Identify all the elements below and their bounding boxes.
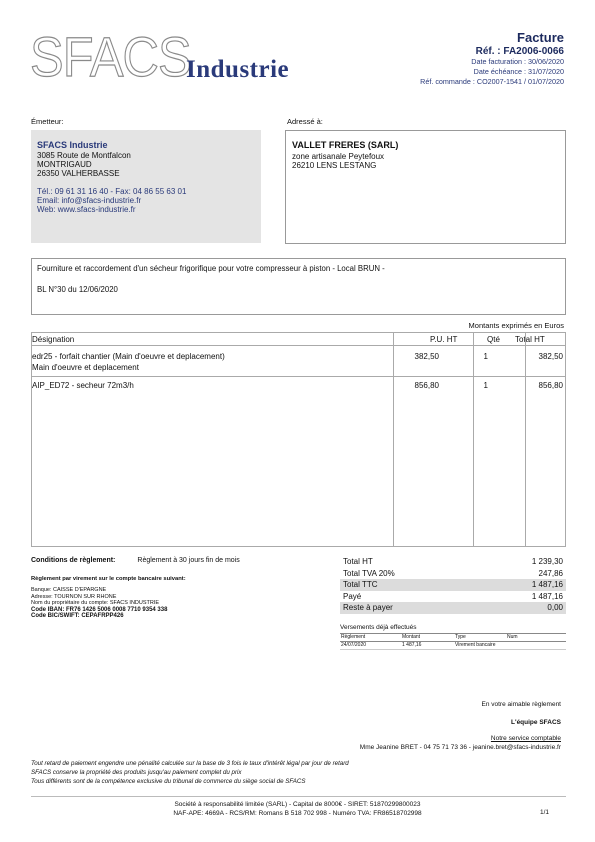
row-total: 856,80 bbox=[538, 381, 563, 390]
page-number: 1/1 bbox=[539, 809, 549, 816]
bic: Code BIC/SWIFT: CEPAFRPP426 bbox=[31, 612, 124, 619]
logo-subtitle: Industrie bbox=[186, 56, 290, 83]
bank-name: Banque: CAISSE D'EPARGNE bbox=[31, 587, 107, 593]
emitter-address-2: MONTRIGAUD bbox=[37, 160, 92, 169]
recipient-address-1: zone artisanale Peytefoux bbox=[292, 152, 385, 161]
payments-header: Règlement Montant Type Num bbox=[340, 633, 566, 642]
col-total: Total HT bbox=[515, 335, 545, 344]
recipient-box bbox=[285, 130, 566, 244]
invoice-title: Facture bbox=[517, 30, 564, 45]
logo-wordmark: SFACS bbox=[30, 25, 191, 88]
delivery-note: BL N°30 du 12/06/2020 bbox=[37, 285, 118, 294]
closing-team: L'équipe SFACS bbox=[511, 719, 561, 726]
col-designation: Désignation bbox=[32, 335, 75, 344]
row-designation: AIP_ED72 - secheur 72m3/h bbox=[32, 381, 134, 390]
footer-line-2: NAF-APE: 4669A - RCS/RM: Romans B 518 702 998 - Numéro TVA: FR86518702998 bbox=[173, 810, 422, 817]
row-unit-price: 856,80 bbox=[414, 381, 439, 390]
invoice-description bbox=[31, 258, 566, 315]
recipient-name: VALLET FRERES (SARL) bbox=[292, 140, 399, 150]
emitter-email: Email: info@sfacs-industrie.fr bbox=[37, 196, 142, 205]
row-quantity: 1 bbox=[483, 381, 488, 390]
conditions-label: Conditions de règlement: bbox=[31, 557, 116, 564]
row-designation: edr25 - forfait chantier (Main d'oeuvre et deplacement) bbox=[32, 352, 225, 361]
emitter-box bbox=[31, 130, 261, 243]
payment-conditions bbox=[31, 557, 240, 619]
emitter-name: SFACS Industrie bbox=[37, 140, 108, 150]
invoice-reference: Réf. : FA2006-0066 bbox=[475, 46, 564, 57]
conditions-value: Règlement à 30 jours fin de mois bbox=[137, 557, 240, 564]
emitter-phone: Tél.: 09 61 31 16 40 - Fax: 04 86 55 63 01 bbox=[37, 187, 187, 196]
payments-title: Versements déjà effectués bbox=[340, 624, 417, 631]
row-total: 382,50 bbox=[538, 352, 563, 361]
invoice-date: Date facturation : 30/06/2020 bbox=[471, 57, 564, 66]
total-row: Total HT 1 239,30 bbox=[343, 557, 563, 567]
description-line: Fourniture et raccordement d'un sécheur frigorifique pour votre compresseur à piston - Local BRUN - bbox=[37, 264, 385, 273]
payment-row: 24/07/2020 1 487,16 Virement bancaire bbox=[340, 642, 566, 650]
account-owner: Nom du propriétaire du compte: SFACS INDUSTRIE bbox=[31, 600, 160, 606]
emitter-address-3: 26350 VALHERBASSE bbox=[37, 169, 120, 178]
emitter-label: Émetteur: bbox=[31, 117, 64, 126]
emitter-address-1: 3085 Route de Montfalcon bbox=[37, 151, 131, 160]
col-unit-price: P.U. HT bbox=[430, 335, 458, 344]
closing-contact: Mme Jeanine BRET - 04 75 71 73 36 - jeanine.bret@sfacs-industrie.fr bbox=[359, 744, 561, 751]
due-date: Date échéance : 31/07/2020 bbox=[473, 67, 564, 76]
totals-block bbox=[340, 556, 566, 614]
currency-note: Montants exprimés en Euros bbox=[468, 321, 564, 330]
emitter-website: Web: www.sfacs-industrie.fr bbox=[37, 205, 136, 214]
total-row: Payé 1 487,16 bbox=[343, 591, 563, 601]
row-quantity: 1 bbox=[483, 352, 488, 361]
company-logo bbox=[30, 25, 320, 90]
company-footer bbox=[0, 800, 595, 818]
row-unit-price: 382,50 bbox=[414, 352, 439, 361]
order-reference: Réf. commande : CO2007-1541 / 01/07/2020 bbox=[420, 77, 564, 86]
footer-line-1: Société à responsabilité limitée (SARL) - Capital de 8000€ - SIRET: 51870299800023 bbox=[174, 801, 421, 808]
bank-address: Adresse: TOURNON SUR RHONE bbox=[31, 593, 117, 600]
table-header bbox=[31, 332, 566, 346]
bank-transfer-title: Règlement par virement sur le compte bancaire suivant: bbox=[31, 576, 186, 582]
closing-greeting: En votre aimable règlement bbox=[481, 701, 561, 708]
recipient-address-2: 26210 LENS LESTANG bbox=[292, 161, 377, 170]
total-row: Total TTC 1 487,16 bbox=[340, 579, 566, 591]
iban: Code IBAN: FR76 1426 5006 0008 7710 9354 338 bbox=[31, 606, 168, 613]
payments-made bbox=[340, 624, 566, 650]
row-designation-detail: Main d'oeuvre et deplacement bbox=[32, 363, 139, 372]
invoice-lines-table bbox=[31, 332, 566, 547]
total-row: Reste à payer 0,00 bbox=[340, 602, 566, 614]
total-row: Total TVA 20% 247,86 bbox=[343, 568, 563, 578]
invoice-header bbox=[420, 30, 564, 87]
closing-service: Notre service comptable bbox=[490, 735, 561, 742]
recipient-label: Adressé à: bbox=[287, 117, 323, 126]
legal-notice: Tout retard de paiement engendre une pénalité calculée sur la base de 3 fois le taux d'intérêt légal par jour de retard SFACS conserve la propriété des produits jusqu'au paiement complet du prix Tous différents sont de la compétence exclusive du tribunal de commerce du siège social de SFACS bbox=[31, 760, 349, 785]
col-quantity: Qté bbox=[487, 335, 500, 344]
